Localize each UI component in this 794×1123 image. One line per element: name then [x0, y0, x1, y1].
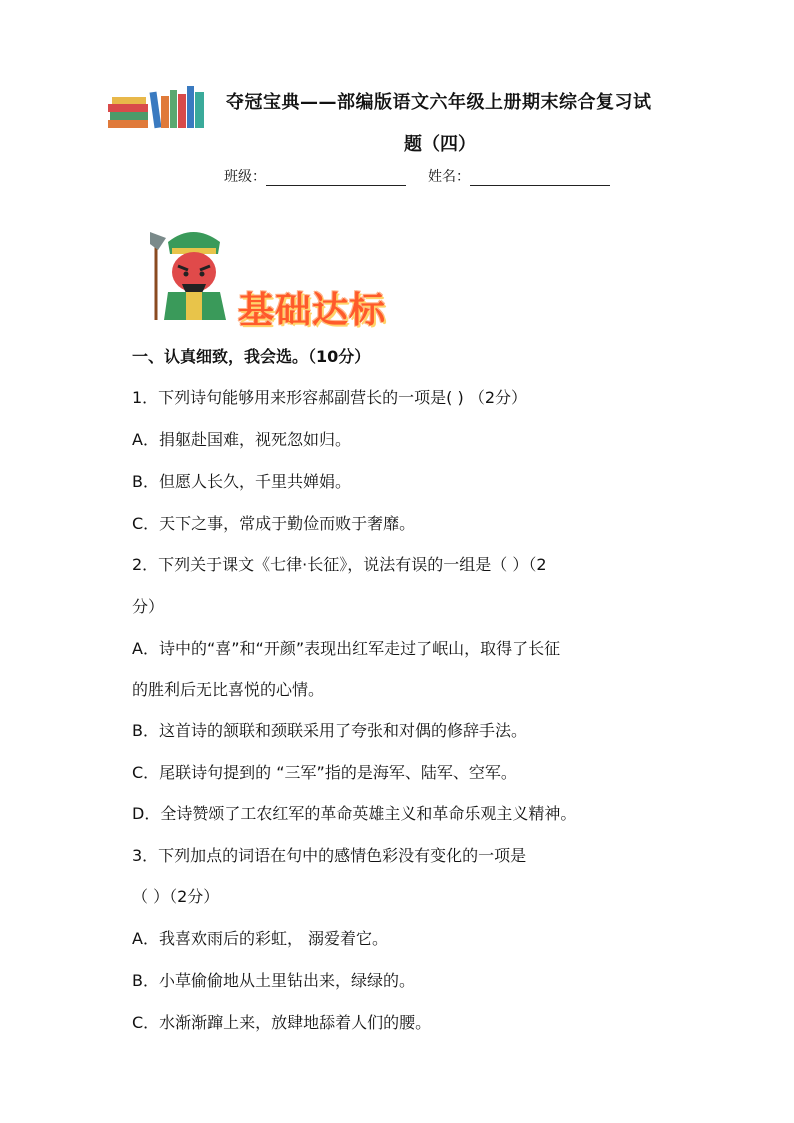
class-blank: [266, 169, 406, 186]
question-line: D．全诗赞颂了工农红军的革命英雄主义和革命乐观主义精神。: [132, 804, 577, 823]
question-line: A．诗中的“喜”和“开颜”表现出红军走过了岷山，取得了长征: [132, 639, 561, 658]
question-line: 3．下列加点的词语在句中的感情色彩没有变化的一项是: [132, 846, 527, 865]
question-line: （ ）（2分）: [132, 887, 220, 906]
question-line: C．尾联诗句提到的 “三军”指的是海军、陆军、空军。: [132, 763, 517, 782]
question-line: A．捐躯赴国难，视死忽如归。: [132, 430, 351, 449]
name-label: 姓名：: [428, 169, 470, 185]
section-title: 一、认真细致，我会选。（10分）: [132, 347, 371, 366]
question-line: 的胜利后无比喜悦的心情。: [132, 680, 325, 699]
question-line: B．但愿人长久，千里共婵娟。: [132, 472, 351, 491]
exam-title: 夺冠宝典——部编版语文六年级上册期末综合复习试: [226, 92, 652, 113]
question-line: 1．下列诗句能够用来形容郝副营长的一项是( ) （2分）: [132, 388, 528, 407]
section-banner: 基础达标: [238, 290, 387, 331]
exam-title-continued: 题（四）: [404, 134, 476, 155]
class-label: 班级：: [224, 169, 266, 185]
name-blank: [470, 169, 610, 186]
question-line: C．天下之事，常成于勤俭而败于奢靡。: [132, 514, 416, 533]
question-line: 2．下列关于课文《七律·长征》，说法有误的一组是（ ）（2: [132, 555, 547, 574]
question-line: A．我喜欢雨后的彩虹， 溺爱着它。: [132, 929, 389, 948]
books-icon: [108, 82, 208, 130]
student-info: [224, 166, 610, 186]
question-line: C．水渐渐蹿上来，放肆地舔着人们的腰。: [132, 1013, 432, 1032]
question-line: B．这首诗的颔联和颈联采用了夸张和对偶的修辞手法。: [132, 721, 527, 740]
guan-yu-mascot-icon: [138, 220, 238, 328]
question-line: B．小草偷偷地从土里钻出来，绿绿的。: [132, 971, 415, 990]
question-line: 分）: [132, 597, 165, 616]
